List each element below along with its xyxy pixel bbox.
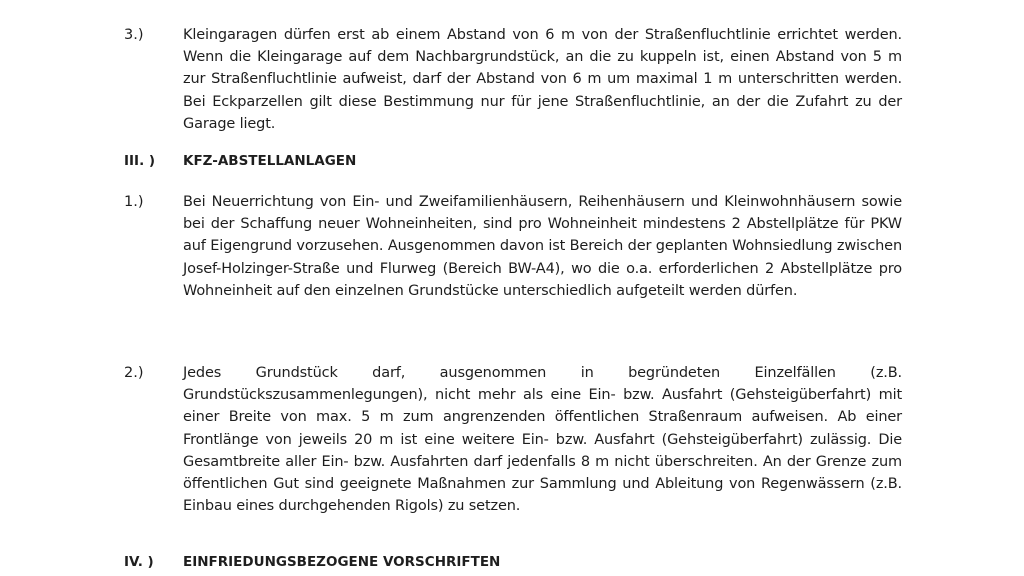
section-title: EINFRIEDUNGSBEZOGENE VORSCHRIFTEN	[183, 554, 501, 570]
section-number: III. )	[124, 153, 156, 169]
section-number: IV. )	[124, 554, 154, 570]
item-number: 3.)	[124, 27, 144, 43]
item-text: Jedes Grundstück darf, ausgenommen in begründeten Einzelfällen (z.B. Grundstückszusammenlegungen), nicht mehr als eine Ein- bzw. Ausfahrt (Gehsteigüberfahrt) mit einer Breite von max. 5 m zum angrenzenden öffentlichen Straßenraum aufweisen. Ab einer Frontlänge von jeweils 20 m ist eine weitere Ein- bzw. Ausfahrt (Gehsteigüberfahrt) zulässig. Die Gesamtbreite aller Ein- bzw. Ausfahrten darf jedenfalls 8 m nicht überschreiten. An der Grenze zum öffentlichen Gut sind geeignete Maßnahmen zur Sammlung und Ableitung von Regenwässern (z.B. Einbau eines durchgehenden Rigols) zu setzen.	[183, 365, 902, 515]
item-text: Bei Neuerrichtung von Ein- und Zweifamilienhäusern, Reihenhäusern und Kleinwohnhäusern sowie bei der Schaffung neuer Wohneinheiten, sind pro Wohneinheit mindestens 2 Abstellplätze für PKW auf Eigengrund vorzusehen. Ausgenommen davon ist Bereich der geplanten Wohnsiedlung zwischen Josef-Holzinger-Straße und Flurweg (Bereich BW-A4), wo die o.a. erforderlichen 2 Abstellplätze pro Wohneinheit auf den einzelnen Grundstücke unterschiedlich aufgeteilt werden dürfen.	[183, 194, 902, 299]
section-title: KFZ-ABSTELLANLAGEN	[183, 153, 357, 169]
item-text: Kleingaragen dürfen erst ab einem Abstand von 6 m von der Straßenfluchtlinie errichtet werden. Wenn die Kleingarage auf dem Nachbargrundstück, an die zu kuppeln ist, einen Abstand von 5 m zur Straßenfluchtlinie aufweist, darf der Abstand von 6 m um maximal 1 m unterschritten werden. Bei Eckparzellen gilt diese Bestimmung nur für jene Straßenfluchtlinie, an der die Zufahrt zu der Garage liegt.	[183, 27, 902, 132]
item-number: 2.)	[124, 365, 144, 381]
item-number: 1.)	[124, 194, 144, 210]
